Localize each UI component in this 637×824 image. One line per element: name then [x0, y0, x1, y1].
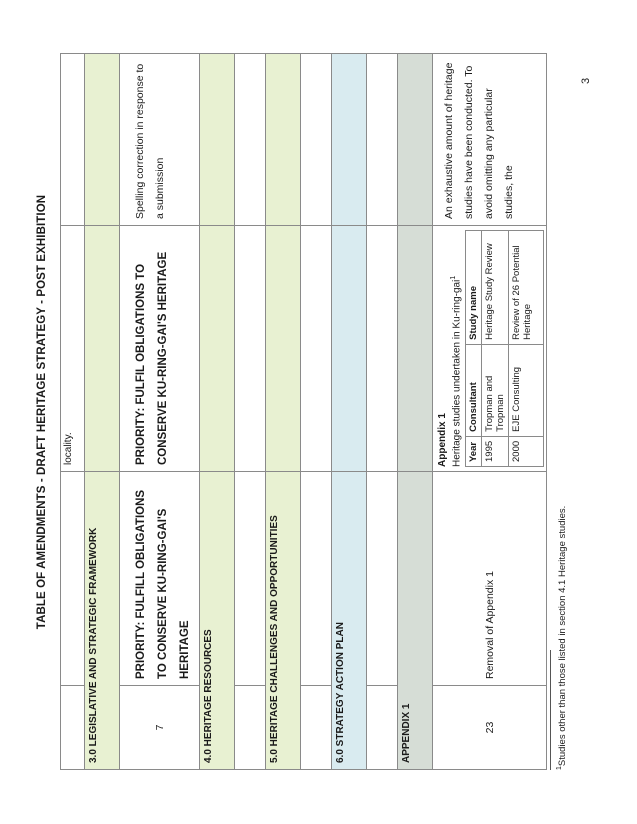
comment-23: An exhaustive amount of heritage studies have been conducted. To avoid omitting any particular studies, the [433, 54, 547, 226]
section-heading-challenges: 5.0 HERITAGE CHALLENGES AND OPPORTUNITIES [266, 472, 301, 770]
footnote-text: Studies other than those listed in section 4.1 Heritage studies. [557, 505, 569, 767]
heritage-studies-table [465, 230, 544, 467]
section-row-legislative [85, 54, 120, 770]
footnote [556, 506, 568, 770]
header-study-name: Study name [466, 231, 482, 345]
table-row-empty [301, 54, 332, 770]
section-heading-resources: 4.0 HERITAGE RESOURCES [200, 472, 235, 770]
amendments-table [60, 53, 547, 770]
page-ref-23: 23 [433, 686, 547, 770]
table-row-page-23 [433, 54, 547, 770]
appendix-subtitle: Heritage studies undertaken in Ku-ring-gai$^1$ [450, 275, 463, 467]
amended-text-7: PRIORITY: FULFIL OBLIGATIONS TO CONSERVE KU-RING-GAI'S HERITAGE [120, 226, 200, 472]
header-year: Year [466, 436, 482, 466]
inner-table-row [509, 231, 544, 467]
page-number: 3 [580, 77, 592, 84]
cell-study-name: Review of 26 Potential Heritage [509, 231, 544, 345]
footnote-marker: 1 [450, 275, 457, 280]
inner-table-header [466, 231, 482, 467]
cell-year: 1995 [482, 436, 509, 466]
section-heading-action-plan: 6.0 STRATEGY ACTION PLAN [332, 472, 367, 770]
header-consultant: Consultant [466, 344, 482, 436]
table-row-empty [367, 54, 398, 770]
appendix-excerpt [433, 226, 547, 472]
page-title: TABLE OF AMENDMENTS - DRAFT HERITAGE STRATEGY - POST EXHIBITION [36, 194, 48, 630]
cell-consultant: EJE Consulting [509, 344, 544, 436]
section-heading-legislative: 3.0 LEGISLATIVE AND STRATEGIC FRAMEWORK [85, 472, 120, 770]
cell-year: 2000 [509, 436, 544, 466]
comment-7: Spelling correction in response to a submission [120, 54, 200, 226]
footnote-number: 1 [556, 766, 563, 770]
locality-text: locality. [61, 226, 85, 472]
cell-study-name: Heritage Study Review [482, 231, 509, 345]
original-text-7: PRIORITY: FULFILL OBLIGATIONS TO CONSERVE KU-RING-GAI'S HERITAGE [120, 472, 200, 686]
footnote-divider [550, 650, 551, 770]
section-row-action-plan [332, 54, 367, 770]
section-heading-appendix: APPENDIX 1 [398, 472, 433, 770]
inner-table-row [482, 231, 509, 467]
table-row-locality [61, 54, 85, 770]
section-row-resources [200, 54, 235, 770]
cell-consultant: Tropman and Tropman [482, 344, 509, 436]
original-text-23: Removal of Appendix 1 [433, 472, 547, 686]
appendix-title: Appendix 1 [437, 413, 448, 467]
page-ref-7: 7 [120, 686, 200, 770]
section-row-appendix [398, 54, 433, 770]
table-row-empty [235, 54, 266, 770]
section-row-challenges [266, 54, 301, 770]
table-row-page-7 [120, 54, 200, 770]
